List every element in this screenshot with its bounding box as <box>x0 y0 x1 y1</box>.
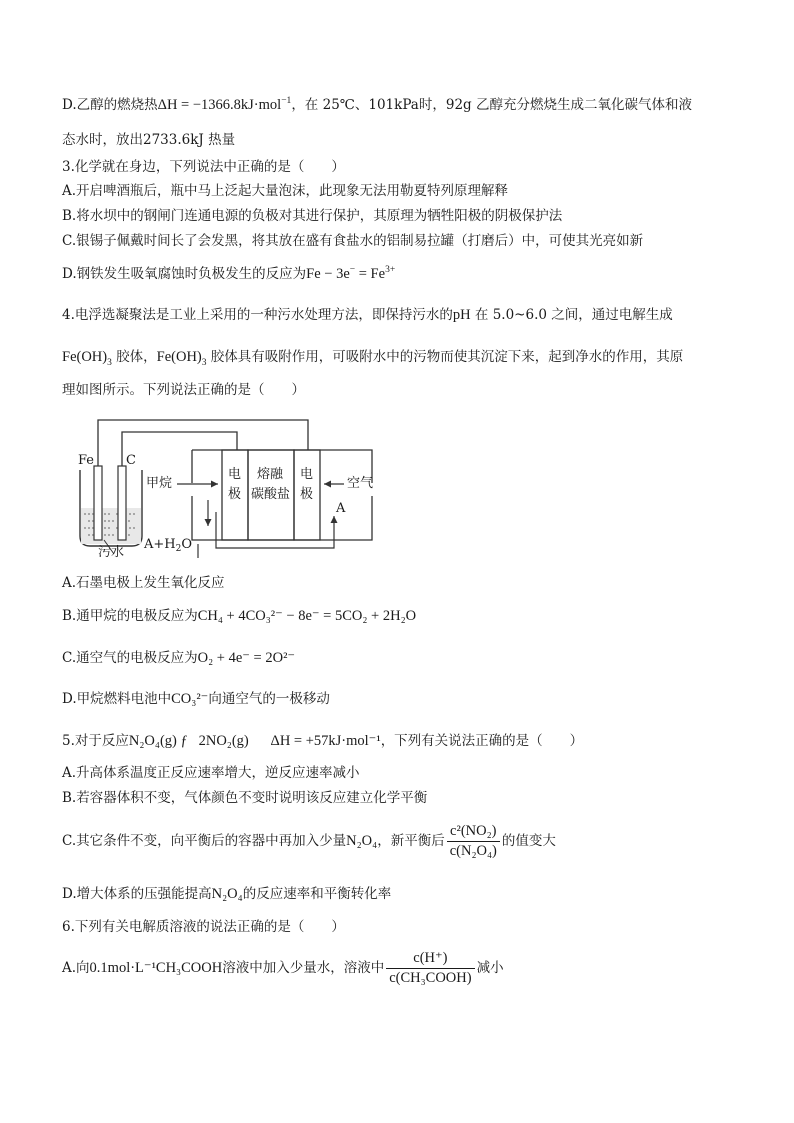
c-label: C <box>126 453 136 468</box>
q3-option-d: D.钢铁发生吸氧腐蚀时负极发生的反应为$Fe - 3e^- = Fe^{3+}$ <box>62 265 396 282</box>
hydrogen-ion-ratio: $\frac{c(H^+)}{\text{c(CH₃COOH)}}$ <box>386 950 474 987</box>
q4-stem-line2: $Fe(OH)_3$ 胶体，$Fe(OH)_3$ 胶体具有吸附作用，可吸附水中的污物而使其沉淀下来，起到净水的作用，其原 <box>62 349 684 368</box>
q4-option-c: C.通空气的电极反应为O₂ + 4e⁻ = 2O²⁻ <box>62 650 296 666</box>
a-h2o-label: $A+H_2O$ <box>144 537 193 554</box>
q5-stem: 5.对于反应N₂O₄(g) ƒ 2NO₂(g) ΔH = +57kJ·mol⁻¹，下列有关说法正确的是（ ） <box>62 733 584 749</box>
q3-stem: 3.化学就在身边，下列说法中正确的是（ ） <box>62 159 345 175</box>
carbonate-ion: CO₃²⁻ <box>171 691 209 707</box>
q3-option-c: C.银锡子佩戴时间长了会发黑，将其放在盛有食盐水的铝制易拉罐（打磨后）中，可使其光亮如新 <box>62 233 644 249</box>
q3-option-a: A.开启啤酒瓶后，瓶中马上泛起大量泡沫，此现象无法用勒夏特列原理解释 <box>62 183 509 199</box>
q4-stem-line3: 理如图所示。下列说法正确的是（ ） <box>62 382 305 398</box>
q2-option-d-line1: D.乙醇的燃烧热ΔH = −1366.8kJ·mol$^{-1}$，在 25℃、101kPa时，92g 乙醇充分燃烧生成二氧化碳气体和液 <box>62 96 692 113</box>
molten-label-1: 熔融 <box>257 467 284 482</box>
methane-electrode-equation: CH₄ + 4CO₃²⁻ − 8e⁻ = 5CO₂ + 2H₂O <box>197 608 417 624</box>
q4-option-a: A.石墨电极上发生氧化反应 <box>62 575 225 591</box>
fe-electrode <box>94 466 102 540</box>
wire-c-to-left-electrode <box>122 432 237 500</box>
q4-option-b: B.通甲烷的电极反应为CH₄ + 4CO₃²⁻ − 8e⁻ = 5CO₂ + 2H₂O <box>62 608 417 624</box>
a-label: A <box>336 501 346 516</box>
left-electrode-label-1: 电 <box>228 467 242 482</box>
iron-hydroxide-formula-2: $Fe(OH)_3$ <box>156 349 207 368</box>
acetic-acid-concentration: 0.1mol·L⁻¹CH₃COOH <box>89 960 223 976</box>
wastewater-label: 污水 <box>98 545 125 558</box>
concentration-ratio: $\frac{\text{c²(NO₂)}}{\text{c(N₂O₄)}}$ <box>447 823 500 860</box>
fe-label: Fe <box>78 453 95 468</box>
q5-option-c: C.其它条件不变，向平衡后的容器中再加入少量N₂O₄，新平衡后 $\frac{\text{c²(NO₂)}}{\text{c(N₂O₄)}}$ 的值变大 <box>62 823 556 859</box>
q4-option-d: D.甲烷燃料电池中CO₃²⁻向通空气的一极移动 <box>62 691 330 707</box>
ph-symbol: pH <box>452 307 471 323</box>
q6-stem: 6.下列有关电解质溶液的说法正确的是（ ） <box>62 919 345 935</box>
q5-option-a: A.升高体系温度正反应速率增大，逆反应速率减小 <box>62 765 360 781</box>
right-electrode-label-2: 极 <box>300 487 314 502</box>
air-electrode-equation: O₂ + 4e⁻ = 2O²⁻ <box>197 650 296 666</box>
q2-option-d-line2: 态水时，放出2733.6kJ 热量 <box>62 132 236 148</box>
reaction-equation: N₂O₄(g) ƒ 2NO₂(g) ΔH = +57kJ·mol⁻¹ <box>128 733 381 749</box>
methane-label: 甲烷 <box>146 476 173 491</box>
electrolysis-fuel-cell-diagram <box>74 408 404 558</box>
q6-option-a: A.向0.1mol·L⁻¹CH₃COOH溶液中加入少量水，溶液中 $\frac{c(H^+)}{\text{c(CH₃COOH)}}$ 减小 <box>62 950 504 986</box>
a-recycle-line <box>216 512 334 548</box>
iron-equation: $Fe - 3e^- = Fe^{3+}$ <box>306 265 396 282</box>
right-electrode-label-1: 电 <box>300 467 314 482</box>
air-label: 空气 <box>347 476 374 491</box>
carbon-electrode <box>118 466 126 540</box>
q5-option-d: D.增大体系的压强能提高N₂O₄的反应速率和平衡转化率 <box>62 886 392 902</box>
wastewater-liquid <box>81 508 141 544</box>
q5-option-b: B.若容器体积不变，气体颜色不变时说明该反应建立化学平衡 <box>62 790 428 806</box>
molten-label-2: 碳酸盐 <box>251 487 291 502</box>
iron-hydroxide-formula: $Fe(OH)_3$ <box>62 349 112 368</box>
q4-stem-line1: 4.电浮选凝聚法是工业上采用的一种污水处理方法，即保持污水的pH 在 5.0~6.0 之间，通过电解生成 <box>62 307 673 323</box>
enthalpy-value: ΔH = −1366.8kJ·mol$^{-1}$ <box>157 96 292 113</box>
q3-option-b: B.将水坝中的钢闸门连通电源的负极对其进行保护，其原理为牺牲阳极的阴极保护法 <box>62 208 563 224</box>
left-electrode-label-2: 极 <box>228 487 242 502</box>
